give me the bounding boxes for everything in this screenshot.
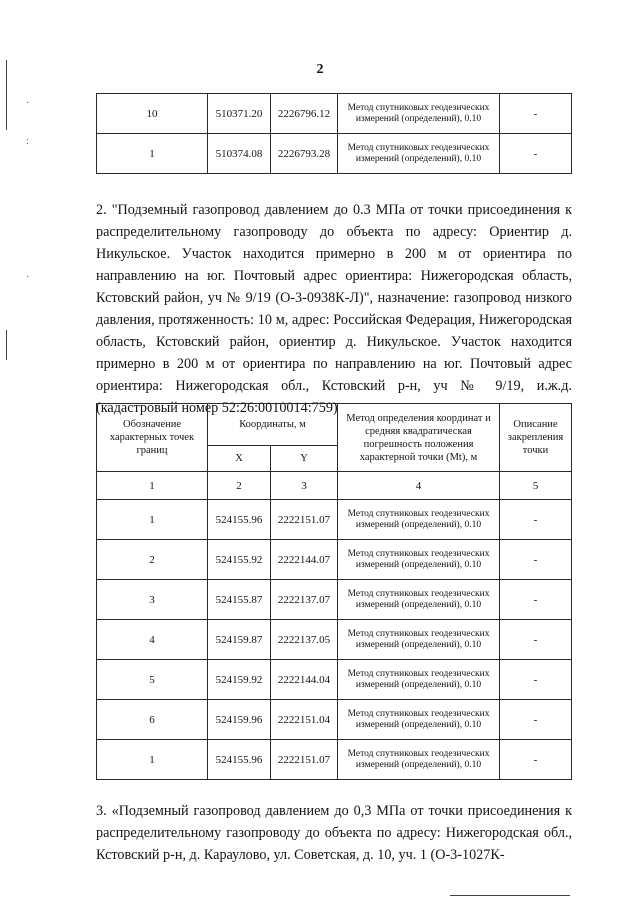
footer-line	[450, 895, 570, 896]
scan-mark: ·	[26, 98, 30, 109]
cell-x: 524155.87	[208, 580, 271, 620]
cell-y: 2222151.07	[271, 500, 338, 540]
coordinates-table	[96, 403, 572, 780]
cell-method: Метод спутниковых геодезических измерений (определений), 0.10	[338, 500, 500, 540]
cell-x: 510371.20	[208, 94, 271, 134]
cell-y: 2222144.04	[271, 660, 338, 700]
cell-x: 524159.96	[208, 700, 271, 740]
cell-y: 2222151.04	[271, 700, 338, 740]
cell-x: 524155.96	[208, 500, 271, 540]
cell-method: Метод спутниковых геодезических измерений (определений), 0.10	[338, 540, 500, 580]
cell-y: 2226793.28	[271, 134, 338, 174]
cell-desc: -	[500, 540, 572, 580]
column-number: 3	[271, 472, 338, 500]
cell-method: Метод спутниковых геодезических измерений (определений), 0.10	[338, 94, 500, 134]
paragraph-2: 2. "Подземный газопровод давлением до 0.3 МПа от точки присоединения к распределительному газопроводу до объекта по адресу: Ориентир д. Никульское. Участок находится примерно в 200 м от ориентира по направлению на юг. Почтовый адрес ориентира: Нижегородская область, Кстовский район, уч № 9/19 (О-3-0938К-Л)", назначение: газопровод низкого давления, протяженность: 10 м, адрес: Российская Федерация, Нижегородская область, Кстовский район, ориентир д. Никульское. Участок находится примерно в 200 м от ориентира по направлению на юг. Почтовый адрес ориентира: Нижегородская обл., Кстовский р-н, уч № 9/19, и.ж.д. (кадастровый номер 52:26:0010014:759)	[96, 202, 572, 416]
cell-desc: -	[500, 660, 572, 700]
cell-point: 3	[97, 580, 208, 620]
cell-point: 2	[97, 540, 208, 580]
cell-point: 5	[97, 660, 208, 700]
cell-desc: -	[500, 620, 572, 660]
cell-point: 10	[97, 94, 208, 134]
cell-y: 2222144.07	[271, 540, 338, 580]
header-desc: Описание закрепления точки	[500, 404, 572, 472]
table-row	[97, 540, 572, 580]
column-number: 1	[97, 472, 208, 500]
header-coords: Координаты, м	[208, 404, 338, 446]
header-method: Метод определения координат и средняя квадратическая погрешность положения характерной точки (Mt), м	[338, 404, 500, 472]
cell-method: Метод спутниковых геодезических измерений (определений), 0.10	[338, 620, 500, 660]
cell-x: 524155.96	[208, 740, 271, 780]
column-number: 4	[338, 472, 500, 500]
cell-y: 2222137.05	[271, 620, 338, 660]
cell-y: 2222151.07	[271, 740, 338, 780]
cell-point: 4	[97, 620, 208, 660]
column-numbers-row	[97, 472, 572, 500]
paragraph-3: 3. «Подземный газопровод давлением до 0,3 МПа от точки присоединения к распределительному газопроводу до объекта по адресу: Нижегородская обл., Кстовский р-н, д. Караулово, ул. Советская, д. 10, уч. 1 (О-3-1027К-	[96, 803, 572, 863]
table1-body	[97, 94, 572, 174]
cell-point: 1	[97, 134, 208, 174]
cell-point: 1	[97, 740, 208, 780]
cell-y: 2222137.07	[271, 580, 338, 620]
table2-body	[97, 500, 572, 780]
cell-desc: -	[500, 580, 572, 620]
column-number: 5	[500, 472, 572, 500]
table-row	[97, 700, 572, 740]
cell-x: 524159.92	[208, 660, 271, 700]
table-row	[97, 500, 572, 540]
cell-method: Метод спутниковых геодезических измерений (определений), 0.10	[338, 740, 500, 780]
page-number: 2	[316, 62, 324, 77]
cell-method: Метод спутниковых геодезических измерений (определений), 0.10	[338, 660, 500, 700]
cell-x: 524159.87	[208, 620, 271, 660]
cell-desc: -	[500, 500, 572, 540]
cell-point: 1	[97, 500, 208, 540]
table-row	[97, 94, 572, 134]
cell-desc: -	[500, 700, 572, 740]
coordinates-table-continued	[96, 93, 572, 174]
header-x: X	[208, 446, 271, 472]
cell-y: 2226796.12	[271, 94, 338, 134]
scan-edge-line	[6, 330, 7, 360]
header-point: Обозначение характерных точек границ	[97, 404, 208, 472]
table-row	[97, 620, 572, 660]
cell-desc: -	[500, 134, 572, 174]
cell-x: 524155.92	[208, 540, 271, 580]
cell-method: Метод спутниковых геодезических измерений (определений), 0.10	[338, 700, 500, 740]
cell-point: 6	[97, 700, 208, 740]
cell-desc: -	[500, 740, 572, 780]
table-row	[97, 134, 572, 174]
scan-mark: :	[26, 136, 29, 147]
cell-method: Метод спутниковых геодезических измерений (определений), 0.10	[338, 580, 500, 620]
header-y: Y	[271, 446, 338, 472]
table-row	[97, 580, 572, 620]
cell-desc: -	[500, 94, 572, 134]
cell-x: 510374.08	[208, 134, 271, 174]
column-number: 2	[208, 472, 271, 500]
table-row	[97, 740, 572, 780]
cell-method: Метод спутниковых геодезических измерений (определений), 0.10	[338, 134, 500, 174]
scan-mark: ·	[26, 272, 30, 283]
table-row	[97, 660, 572, 700]
